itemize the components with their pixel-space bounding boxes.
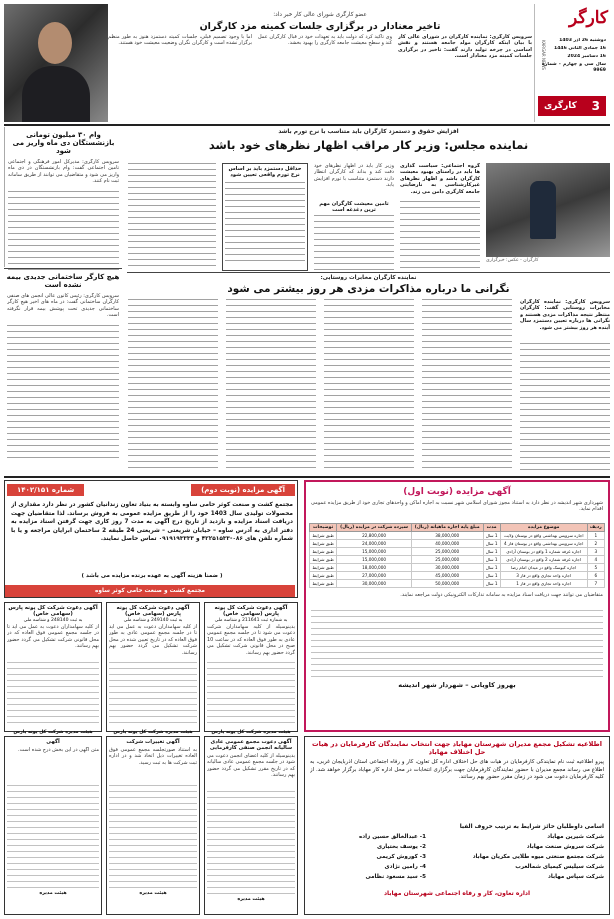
table-cell: 1 سال bbox=[483, 564, 500, 572]
list-item: شرکت سیلیس کیمیای شمالغرب bbox=[515, 864, 604, 870]
table-cell: 1 سال bbox=[483, 556, 500, 564]
bottom-ad-text bbox=[7, 785, 99, 889]
masthead bbox=[534, 4, 610, 122]
bottom-ad-body: بدینوسیله از کلیه اعضای انجمن دعوت می شود در جلسه مجمع عمومی عادی سالیانه که در تاریخ مقرر تشکیل می گردد حضور بهم رسانند. bbox=[207, 753, 295, 779]
auction-ad-footer: متقاضیان می توانند جهت دریافت اسناد مزایده به سامانه تدارکات الکترونیکی دولت مراجعه نمایند. bbox=[400, 592, 603, 598]
portrait-head-shape bbox=[38, 22, 72, 64]
side-story-loan bbox=[4, 127, 122, 267]
main-story-col4-text bbox=[128, 163, 216, 271]
table-cell: 18,000,000 bbox=[337, 564, 412, 572]
table-cell: اجاره سرویس بهداشتی واقع در بوستان ولایت bbox=[500, 532, 587, 540]
page-number: 3 bbox=[591, 99, 600, 113]
list-item: شرکت سروش صنعت مهاباد bbox=[526, 844, 604, 850]
table-cell: 1 سال bbox=[483, 532, 500, 540]
mahabad-ad-title: اطلاعیه تشکیل مجمع مدیران شهرستان مهاباد جهت انتخاب نمایندگان کارفرمایان در هیات حل اختلاف مهاباد bbox=[312, 740, 602, 756]
table-cell: 38,000,000 bbox=[411, 532, 483, 540]
auction-ad-2-title: آگهی مزایده (نوبت دوم) bbox=[191, 484, 295, 496]
table-header-cell: سپرده شرکت در مزایده (ریال) bbox=[337, 524, 412, 532]
side-story-body: سرویس کارگری: مدیرکل امور فرهنگی و اجتماعی تامین اجتماعی گفت: وام بازنشستگان در دی ماه واریز می شود و متقاضیان می توانند از طریق سامانه ثبت نام کنند. bbox=[8, 159, 119, 185]
table-cell: 24,000,000 bbox=[337, 540, 412, 548]
list-item: شرکت مجتمع صنعتی میوه طلایی مکریان مهاباد bbox=[472, 854, 604, 860]
list-item: 4- رامین نژادی bbox=[384, 864, 426, 870]
auction-ad-intro: شهرداری شهر اندیشه در نظر دارد به استناد مجوز شورای اسلامی شهر نسبت به اجاره اماکن و واحدهای تجاری خود از طریق مزایده عمومی اقدام نماید. bbox=[311, 500, 603, 513]
wage-story-title: نگرانی ما درباره مذاکرات مزدی هر روز بیشتر می شود bbox=[227, 283, 510, 295]
small-ad bbox=[4, 602, 102, 735]
small-ad-title: آگهی دعوت شرکت کل پونه پارس (سهامی خاص) bbox=[8, 605, 98, 617]
small-ad-title: آگهی دعوت شرکت کل پونه پارس (سهامی خاص) bbox=[116, 605, 190, 617]
small-ad-body: از کلیه سهامداران دعوت به عمل می آید تا در جلسه مجمع عمومی عادی به طور فوق العاده که در تاریخ تعیین شده در محل شرکت تشکیل می گردد حضور بهم رسانند. bbox=[109, 624, 197, 656]
issue-line: 16 جمادی الثانی 1446 bbox=[554, 46, 606, 51]
bottom-ad-text bbox=[109, 785, 197, 889]
list-item: شرکت شیرین مهاباد bbox=[547, 834, 604, 840]
auction-table bbox=[309, 523, 605, 588]
table-cell: اجاره واحد تجاری واقع در فاز 3 bbox=[500, 572, 587, 580]
bottom-ad-body: به استناد صورتجلسه مجمع عمومی فوق العاده تغییرات ذیل اتخاذ شد و در اداره ثبت شرکت ها به ثبت رسید. bbox=[109, 747, 197, 766]
mahabad-ad-signature: اداره تعاون، کار و رفاه اجتماعی شهرستان مهاباد bbox=[383, 890, 531, 897]
main-story-kicker: افزایش حقوق و دستمزد کارگران باید متناسب با نرخ تورم باشد bbox=[278, 129, 459, 135]
bottom-ad-title: آگهی دعوت مجمع عمومی عادی سالیانه انجمن صنفی کارفرمایی bbox=[209, 739, 293, 751]
side-story2-title: هیچ کارگر ساختمانی جدیدی بیمه نشده است bbox=[6, 273, 120, 289]
table-cell: طبق شرایط bbox=[310, 572, 337, 580]
table-cell: اجاره سرویس بهداشتی واقع در بوستان فاز 4 bbox=[500, 540, 587, 548]
table-cell: 30,000,000 bbox=[337, 580, 412, 588]
portrait-body-shape bbox=[22, 66, 90, 122]
side-story2-text bbox=[7, 325, 119, 461]
side-story2-body: سرویس کارگری: رئیس کانون عالی انجمن های صنفی کارگران ساختمانی گفت: در ماه های اخیر هیچ کارگر ساختمانی جدیدی تحت پوشش بیمه قرار نگرفته است. bbox=[7, 293, 119, 319]
list-item: 1- عبدالخالق حسین زاده bbox=[358, 834, 426, 840]
table-cell: 1 سال bbox=[483, 580, 500, 588]
table-cell: 3 bbox=[587, 548, 604, 556]
table-cell: اجاره غرفه شماره 2 واقع در بوستان آزادی bbox=[500, 556, 587, 564]
wage-col2 bbox=[422, 299, 512, 473]
small-ad-body: بدینوسیله از کلیه سهامداران شرکت دعوت می شود تا در جلسه مجمع عمومی عادی به طور فوق العاده که در ساعت 10 صبح در محل قانونی شرکت تشکیل می گردد حضور بهم رسانند. bbox=[207, 624, 295, 656]
page-number-badge bbox=[538, 96, 606, 116]
mahabad-ad bbox=[304, 736, 610, 915]
table-cell: 15,000,000 bbox=[337, 556, 412, 564]
divider bbox=[4, 476, 610, 478]
gregorian-line: 16 دسامبر 2024 bbox=[567, 54, 606, 59]
table-cell: 1 سال bbox=[483, 572, 500, 580]
table-cell: 50,000,000 bbox=[411, 580, 483, 588]
page-section: کارگری bbox=[544, 101, 577, 111]
small-ad-footer: هیئت مدیره شرکت کل پونه پارس bbox=[13, 730, 93, 735]
main-story-sidebar bbox=[222, 163, 308, 271]
small-ad-sub: به ثبت 249140 و شناسه ملی bbox=[123, 618, 183, 623]
bottom-ad bbox=[4, 736, 102, 915]
table-cell: 15,000,000 bbox=[337, 548, 412, 556]
divider bbox=[4, 124, 610, 126]
table-row bbox=[310, 572, 605, 580]
small-ad-text bbox=[207, 662, 295, 728]
main-story-lead-col1: گروه اجتماعی: سیاست گذاری ها باید در راستای بهبود معیشت کارگران باشد و اظهار نظرهای غیرکارشناسی به نارضایتی جامعه کارگری دامن می زند. bbox=[400, 163, 480, 195]
author-photo bbox=[4, 4, 108, 122]
table-row bbox=[310, 540, 605, 548]
list-item: 2- یوسف بختیاری bbox=[376, 844, 426, 850]
small-ad-sub: به شماره ثبت 211641 و شناسه ملی bbox=[214, 618, 288, 623]
bottom-ad-footer: هیئت مدیره bbox=[139, 891, 167, 896]
table-cell: 45,000,000 bbox=[411, 572, 483, 580]
wage-story bbox=[127, 272, 610, 474]
main-story-col2-text bbox=[314, 215, 394, 271]
table-cell: اجاره کیوسک واقع در میدان امام رضا bbox=[500, 564, 587, 572]
table-row bbox=[310, 532, 605, 540]
auction-ad-2-body: مجتمع کشت و صنعت کوثر حامی ساوه وابسته به بنیاد تعاون زندانیان کشور در نظر دارد مقداری از محصولات تولیدی سال 1403 خود را از طریق مزایده عمومی به فروش برساند. لذا متقاضیان جهت دریافت اسناد مزایده و بازدید از تاریخ درج آگهی به مدت 7 روز کاری جهت گرفتن اسناد مزایده به دفتر اداری به آدرس ساوه – خیابان شریعتی – شریعتی 24 طبقه 2 ساختمان ابرایان مراجعه و یا با شماره تلفن های ۰۸۶-۴۲۲۵۱۵۳۳ و ۰۹۱۹۱۹۳۳۳۳ تماس حاصل نمایند. bbox=[11, 502, 293, 543]
mahabad-name-list bbox=[310, 832, 426, 886]
bottom-ad-title: آگهی bbox=[46, 739, 60, 745]
main-story-photo bbox=[486, 163, 610, 257]
table-cell: 7 bbox=[587, 580, 604, 588]
top-story-title: تاخیر معنادار در برگزاری جلسات کمیته مزد کارگران bbox=[199, 21, 441, 32]
table-header-cell: مبلغ پایه اجاره ماهیانه (ریال) bbox=[411, 524, 483, 532]
auction-ad-conditions bbox=[311, 610, 603, 678]
table-row bbox=[310, 564, 605, 572]
small-ad bbox=[106, 602, 200, 735]
table-cell: 1 سال bbox=[483, 540, 500, 548]
table-cell: طبق شرایط bbox=[310, 548, 337, 556]
mahabad-candidates bbox=[310, 832, 604, 886]
worker-figure bbox=[530, 181, 556, 239]
table-cell: 40,000,000 bbox=[411, 540, 483, 548]
side-story-insurance bbox=[4, 268, 122, 474]
table-cell: اجاره غرفه شماره 1 واقع در بوستان آزادی bbox=[500, 548, 587, 556]
table-row bbox=[310, 580, 605, 588]
year-line: سال سی و چهارم - شماره 9969 bbox=[542, 62, 606, 74]
list-item: شرکت سپاس مهاباد bbox=[548, 874, 604, 880]
side-story-title: وام ۳۰ میلیون تومانی بازنشستگان دی ماه واریز می شود bbox=[12, 131, 115, 155]
auction-ad-2-number: شماره ۱۴۰۲/۱۵۱ bbox=[7, 484, 84, 496]
small-ad-footer: هیئت مدیره شرکت کل پونه پارس bbox=[113, 730, 193, 735]
table-cell: طبق شرایط bbox=[310, 564, 337, 572]
table-cell: طبق شرایط bbox=[310, 556, 337, 564]
table-cell: 27,000,000 bbox=[337, 572, 412, 580]
table-header-cell: مدت bbox=[483, 524, 500, 532]
main-story-col1-text bbox=[400, 201, 480, 271]
date-line: دوشنبه 26 آذر 1403 bbox=[559, 38, 606, 43]
auction-ad bbox=[304, 480, 610, 732]
bottom-ad-footer: هیئت مدیره bbox=[39, 891, 67, 896]
table-cell: 5 bbox=[587, 564, 604, 572]
small-ad-text bbox=[109, 662, 197, 728]
main-photo-caption: کارگران - عکس: خبرگزاری bbox=[486, 258, 539, 263]
top-story bbox=[108, 4, 532, 122]
table-cell: 30,000,000 bbox=[411, 564, 483, 572]
bottom-ad-body: متن آگهی در این بخش درج شده است. bbox=[18, 747, 99, 753]
table-cell: طبق شرایط bbox=[310, 540, 337, 548]
table-cell: 6 bbox=[587, 572, 604, 580]
bottom-ad-text bbox=[207, 791, 295, 895]
table-cell: 2 bbox=[587, 540, 604, 548]
table-header-cell: توضیحات bbox=[310, 524, 337, 532]
wage-col1 bbox=[520, 343, 610, 473]
list-item: 5- سید مسعود نظامی bbox=[365, 874, 426, 880]
wage-col3 bbox=[324, 299, 414, 473]
auction-table-header bbox=[310, 524, 605, 532]
main-story-subhead: تامین معیشت کارگران مهم ترین دغدغه است bbox=[319, 201, 389, 213]
main-story-lead-col2: وزیر کار باید در اظهار نظرهای خود دقت کند و بداند که کارگران انتظار دارند دستمزد متناسب با تورم افزایش یابد. bbox=[314, 163, 394, 189]
top-story-col3: اما با وجود تصمیم قبلی، جلسات کمیته دستمزد هنوز به طور منظم برگزار نشده است و کارگران نگران وضعیت معیشت خود هستند. bbox=[108, 34, 252, 47]
mahabad-list-title: اسامی داوطلبان حائز شرایط به ترتیب حروف الفبا bbox=[459, 824, 604, 830]
main-story-sidebar-text bbox=[225, 182, 305, 266]
small-ad-title: آگهی دعوت شرکت کل پونه پارس (سهامی خاص) bbox=[214, 605, 288, 617]
table-cell: طبق شرایط bbox=[310, 532, 337, 540]
auction-ad-title: آگهی مزایده (نوبت اول) bbox=[403, 487, 511, 497]
table-cell: 1 سال bbox=[483, 548, 500, 556]
table-cell: اجاره واحد تجاری واقع در فاز 1 bbox=[500, 580, 587, 588]
mahabad-ad-body: پیرو اطلاعیه ثبت نام نمایندگی کارفرمایان در هیات های حل اختلاف اداره کل تعاون، کار و رفاه اجتماعی استان آذربایجان غربی، به اطلاع می رساند مجمع مدیران با حضور نمایندگان کارفرمایان جهت برگزاری انتخابات در محل اداره کار مهاباد برگزار خواهد شد. از کلیه کارفرمایان دعوت می شود در زمان مقرر حضور بهم رسانند. bbox=[310, 759, 604, 781]
table-cell: 1 bbox=[587, 532, 604, 540]
table-cell: 22,800,000 bbox=[337, 532, 412, 540]
table-header-cell: موضوع مزایده bbox=[500, 524, 587, 532]
wage-story-body: سرویس کارگری: نماینده کارگران مخابرات روستایی گفت: کارگران منتظر نتیجه مذاکرات مزدی هستند و نگرانی ها درباره تعیین دستمزد سال آینده هر روز بیشتر می شود. bbox=[520, 299, 610, 331]
wage-col4 bbox=[226, 299, 316, 473]
small-ad-text bbox=[7, 662, 99, 728]
auction-ad-signature: بهروز کاویانی – شهردار شهر اندیشه bbox=[398, 681, 516, 689]
bottom-ad-footer: هیئت مدیره bbox=[237, 897, 265, 902]
wage-story-kicker: نماینده کارگران مخابرات روستایی: bbox=[320, 275, 417, 281]
bottom-ad-title: آگهی تغییرات شرکت bbox=[126, 739, 180, 745]
table-row bbox=[310, 548, 605, 556]
table-header-cell: ردیف bbox=[587, 524, 604, 532]
table-cell: طبق شرایط bbox=[310, 580, 337, 588]
table-cell: 25,000,000 bbox=[411, 556, 483, 564]
wage-col5 bbox=[128, 299, 218, 473]
table-cell: 25,000,000 bbox=[411, 548, 483, 556]
bottom-ad bbox=[106, 736, 200, 915]
auction-ad-2-note: ( ضمنا هزینه آگهی به عهده برنده مزایده می باشد ) bbox=[81, 573, 223, 579]
masthead-logo: کارگر bbox=[569, 8, 608, 28]
main-story bbox=[127, 127, 610, 271]
latin-name: KARGAR NEWS bbox=[541, 40, 546, 70]
main-story-sidebar-title: حداقل دستمزد باید بر اساس نرخ تورم واقعی تعیین شود bbox=[228, 166, 302, 178]
small-ad-footer: هیئت مدیره شرکت کل پونه پارس bbox=[211, 730, 291, 735]
auction-ad-2-signature: مجتمع کشت و صنعت حامی کوثر ساوه bbox=[5, 585, 295, 597]
small-ad-sub: به ثبت 248140 و شناسه ملی bbox=[23, 618, 83, 623]
table-row bbox=[310, 556, 605, 564]
top-story-kicker: عضو کارگری شورای عالی کار خبر داد: bbox=[273, 12, 367, 18]
small-ad bbox=[204, 602, 298, 735]
top-story-col2: وی تاکید کرد که دولت باید به تعهدات خود در قبال کارگران عمل کند و سطح معیشت جامعه کارگری را بهبود بخشد. bbox=[258, 34, 392, 47]
list-item: 3- کوروش کریمی bbox=[376, 854, 426, 860]
table-cell: 4 bbox=[587, 556, 604, 564]
auction-ad-2-header bbox=[7, 483, 295, 497]
top-story-lead: سرویس کارگری: نماینده کارگران در شورای عالی کار با بیان اینکه کارگران مولد جامعه هستند و نقش اساسی در چرخه تولید دارند گفت: تاخیر در برگزاری جلسات کمیته مزد معنادار است. bbox=[398, 34, 532, 60]
auction-ad-2 bbox=[4, 480, 298, 598]
main-story-title: نماینده مجلس: وزیر کار مراقب اظهار نظرهای خود باشد bbox=[208, 138, 529, 152]
bottom-ad bbox=[204, 736, 298, 915]
mahabad-org-list bbox=[430, 832, 604, 886]
small-ad-body: از کلیه سهامداران دعوت به عمل می آید تا در جلسه مجمع عمومی فوق العاده که در محل قانونی شرکت تشکیل می گردد حضور بهم رسانند. bbox=[7, 624, 99, 650]
side-story-text bbox=[8, 191, 119, 271]
